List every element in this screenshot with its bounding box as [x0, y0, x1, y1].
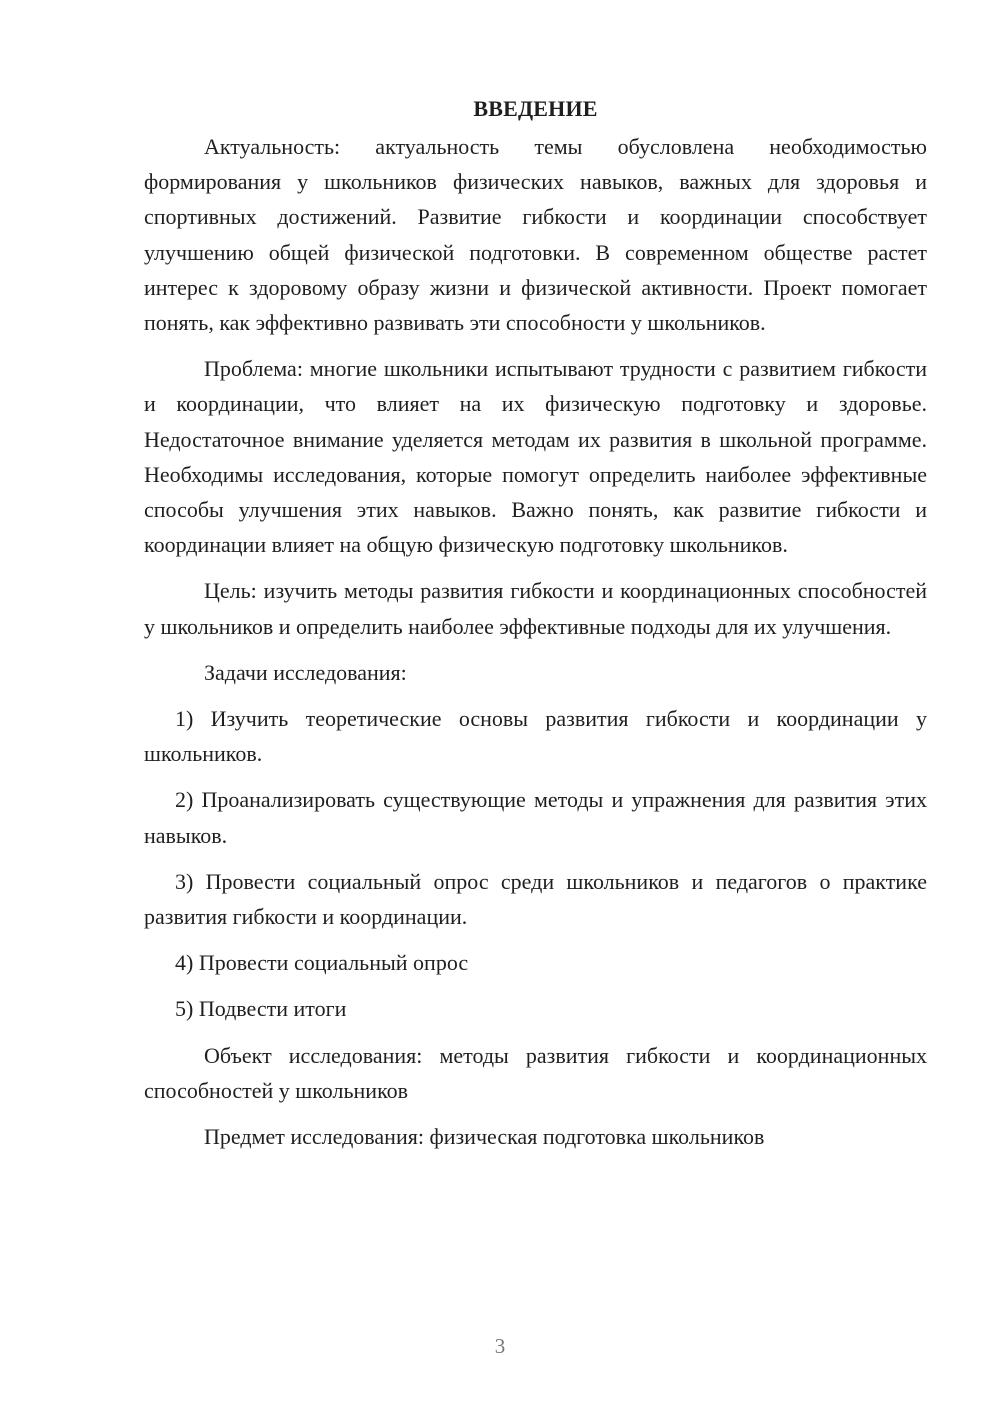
- document-page: [144, 94, 927, 1165]
- research-object-paragraph: Объект исследования: методы развития гибкости и координационных способностей у школьников: [144, 1042, 927, 1103]
- relevance-paragraph: Актуальность: актуальность темы обусловлена необходимостью формирования у школьников физических навыков, важных для здоровья и спортивных достижений. Развитие гибкости и координации способствует улучшению общей физической подготовки. В современном обществе растет интерес к здоровому образу жизни и физической активности. Проект помогает понять, как эффективно развивать эти способности у школьников.: [144, 134, 927, 336]
- page-number: 3: [494, 1334, 506, 1358]
- task-item-5: 5) Подвести итоги: [175, 996, 347, 1022]
- research-subject-paragraph: Предмет исследования: физическая подготовка школьников: [204, 1124, 765, 1150]
- task-item-1: 1) Изучить теоретические основы развития гибкости и координации у школьников.: [144, 706, 927, 767]
- tasks-heading: Задачи исследования:: [204, 659, 407, 685]
- task-item-4: 4) Провести социальный опрос: [175, 950, 469, 976]
- goal-paragraph: Цель: изучить методы развития гибкости и координационных способностей у школьников и определить наиболее эффективные подходы для их улучшения.: [144, 578, 927, 639]
- page-title: ВВЕДЕНИЕ: [473, 96, 598, 121]
- task-item-3: 3) Провести социальный опрос среди школьников и педагогов о практике развития гибкости и координации.: [144, 868, 927, 930]
- task-item-2: 2) Проанализировать существующие методы и упражнения для развития этих навыков.: [144, 787, 927, 848]
- problem-paragraph: Проблема: многие школьники испытывают трудности с развитием гибкости и координации, что влияет на их физическую подготовку и здоровье. Недостаточное внимание уделяется методам их развития в школьной программе. Необходимы исследования, которые помогут определить наиболее эффективные способы улучшения этих навыков. Важно понять, как развитие гибкости и координации влияет на общую физическую подготовку школьников.: [144, 356, 927, 558]
